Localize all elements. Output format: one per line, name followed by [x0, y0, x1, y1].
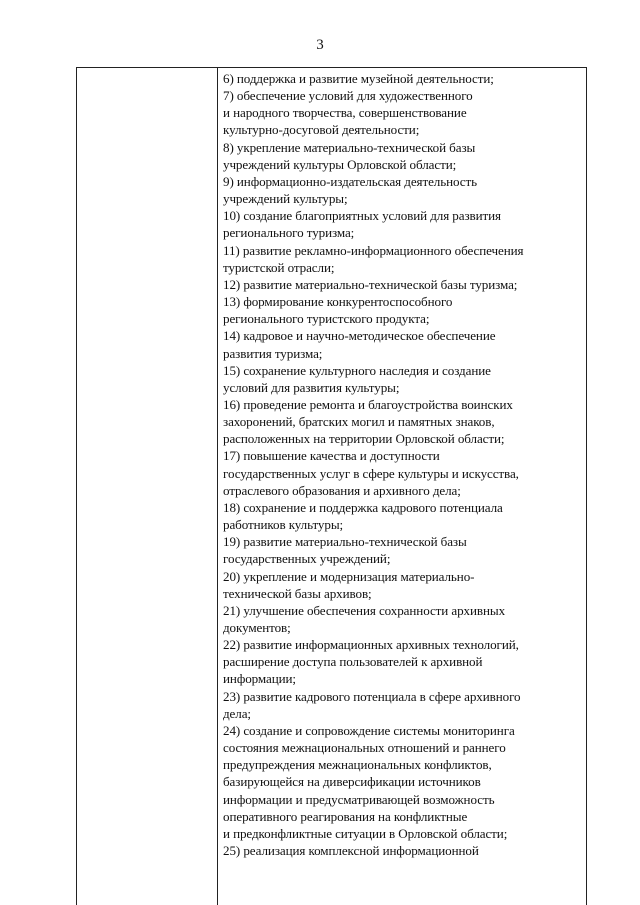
text-line: государственных услуг в сфере культуры и искусства,: [223, 465, 519, 481]
text-line: расширение доступа пользователей к архивной: [223, 654, 483, 670]
text-line: 17) повышение качества и доступности: [223, 448, 440, 464]
text-line: 10) создание благоприятных условий для развития: [223, 208, 501, 224]
text-line: и предконфликтные ситуации в Орловской области;: [223, 825, 508, 841]
text-line: 13) формирование конкурентоспособного: [223, 294, 453, 310]
text-line: развития туризма;: [223, 345, 323, 361]
text-line: 12) развитие материально-технической базы туризма;: [223, 276, 518, 292]
text-line: захоронений, братских могил и памятных знаков,: [223, 414, 495, 430]
table-right-cell: [223, 70, 585, 859]
text-line: 18) сохранение и поддержка кадрового потенциала: [223, 499, 503, 515]
text-line: 8) укрепление материально-технической базы: [223, 139, 476, 155]
text-line: работников культуры;: [223, 517, 344, 533]
text-line: отраслевого образования и архивного дела;: [223, 482, 461, 498]
text-line: дела;: [223, 705, 251, 721]
table-left-cell: [77, 68, 217, 905]
text-line: расположенных на территории Орловской области;: [223, 431, 505, 447]
text-line: 21) улучшение обеспечения сохранности архивных: [223, 602, 506, 618]
text-line: технической базы архивов;: [223, 585, 372, 601]
text-line: условий для развития культуры;: [223, 379, 400, 395]
text-line: 24) создание и сопровождение системы мониторинга: [223, 722, 515, 738]
text-line: документов;: [223, 620, 291, 635]
text-line: 14) кадровое и научно-методическое обеспечение: [223, 328, 496, 344]
text-line: информации;: [223, 671, 296, 687]
text-line: 20) укрепление и модернизация материально-: [223, 568, 475, 584]
text-line: 23) развитие кадрового потенциала в сфере архивного: [223, 688, 521, 704]
text-line: учреждений культуры Орловской области;: [223, 156, 457, 172]
text-line: 11) развитие рекламно-информационного обеспечения: [223, 242, 524, 258]
program-table: [76, 67, 587, 905]
column-divider: [217, 68, 218, 905]
text-line: 25) реализация комплексной информационной: [223, 843, 479, 859]
text-line: 9) информационно-издательская деятельность: [223, 173, 477, 189]
text-line: учреждений культуры;: [223, 191, 348, 207]
text-line: государственных учреждений;: [223, 551, 391, 567]
text-line: предупреждения межнациональных конфликтов,: [223, 757, 492, 773]
text-line: 22) развитие информационных архивных технологий,: [223, 637, 519, 653]
text-line: 19) развитие материально-технической базы: [223, 534, 467, 550]
text-line: культурно-досуговой деятельности;: [223, 122, 420, 138]
text-line: состояния межнациональных отношений и раннего: [223, 740, 506, 756]
text-line: 16) проведение ремонта и благоустройства воинских: [223, 396, 513, 412]
text-line: 7) обеспечение условий для художественного: [223, 88, 473, 104]
text-line: базирующейся на диверсификации источников: [223, 774, 481, 790]
text-line: и народного творчества, совершенствование: [223, 105, 467, 121]
page-number: 3: [316, 37, 324, 53]
text-line: 6) поддержка и развитие музейной деятельности;: [223, 71, 494, 86]
text-line: оперативного реагирования на конфликтные: [223, 808, 468, 824]
text-line: туристской отрасли;: [223, 259, 335, 275]
text-line: 15) сохранение культурного наследия и создание: [223, 362, 491, 378]
text-line: регионального туристского продукта;: [223, 311, 430, 327]
text-line: регионального туризма;: [223, 225, 355, 241]
text-line: информации и предусматривающей возможность: [223, 791, 495, 807]
